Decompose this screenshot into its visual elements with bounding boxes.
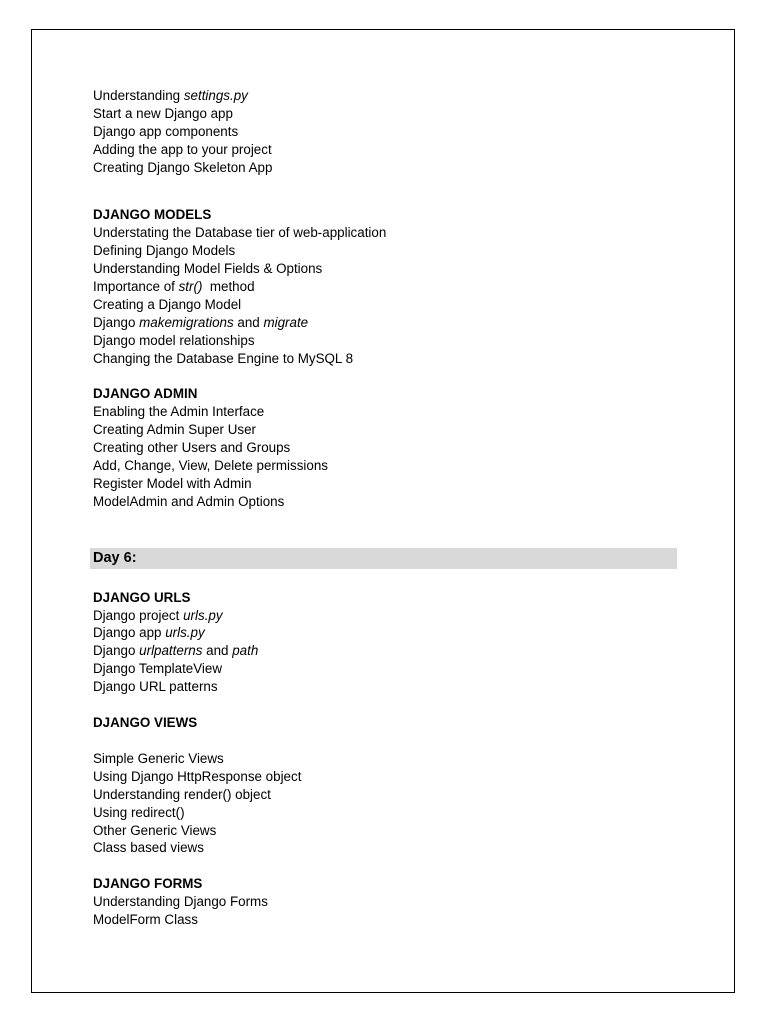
list-item: Django model relationships xyxy=(93,332,255,348)
list-item: Add, Change, View, Delete permissions xyxy=(93,458,328,474)
list-item: Other Generic Views xyxy=(93,822,217,838)
list-item: Django makemigrations and migrate xyxy=(93,314,309,330)
list-item: Class based views xyxy=(93,840,204,856)
section-heading-forms: DJANGO FORMS xyxy=(93,876,203,892)
list-item: Django app components xyxy=(93,123,239,139)
list-item: Understanding settings.py xyxy=(93,88,248,103)
list-item: Django URL patterns xyxy=(93,679,218,695)
list-item: Django app urls.py xyxy=(93,625,205,641)
section-heading-views: DJANGO VIEWS xyxy=(93,715,198,731)
list-item: Understanding Model Fields & Options xyxy=(93,261,323,277)
list-item: Using Django HttpResponse object xyxy=(93,768,302,784)
list-item: Start a new Django app xyxy=(93,105,233,121)
list-item: Creating Django Skeleton App xyxy=(93,159,273,175)
list-item: Importance of str() method xyxy=(93,279,255,295)
list-item: Django project urls.py xyxy=(93,607,223,623)
list-item: ModelForm Class xyxy=(93,912,198,928)
list-item: Creating other Users and Groups xyxy=(93,440,291,456)
section-heading-urls: DJANGO URLS xyxy=(93,589,191,605)
list-item: Enabling the Admin Interface xyxy=(93,404,265,420)
list-item: Changing the Database Engine to MySQL 8 xyxy=(93,350,354,366)
list-item: Understating the Database tier of web-application xyxy=(93,225,387,241)
list-item: Simple Generic Views xyxy=(93,750,224,766)
section-heading-models: DJANGO MODELS xyxy=(93,207,212,223)
document-content xyxy=(93,87,683,929)
list-item: Using redirect() xyxy=(93,804,185,820)
list-item: Creating a Django Model xyxy=(93,296,242,312)
list-item: Understanding render() object xyxy=(93,786,271,802)
list-item: Creating Admin Super User xyxy=(93,422,256,438)
list-item: Django urlpatterns and path xyxy=(93,643,259,659)
section-heading-admin: DJANGO ADMIN xyxy=(93,386,198,402)
list-item: Understanding Django Forms xyxy=(93,894,268,910)
list-item: Defining Django Models xyxy=(93,243,236,259)
list-item: ModelAdmin and Admin Options xyxy=(93,493,285,509)
list-item: Django TemplateView xyxy=(93,661,223,677)
list-item: Adding the app to your project xyxy=(93,141,272,157)
day-heading-bar: Day 6: xyxy=(90,548,677,569)
list-item: Register Model with Admin xyxy=(93,475,252,491)
